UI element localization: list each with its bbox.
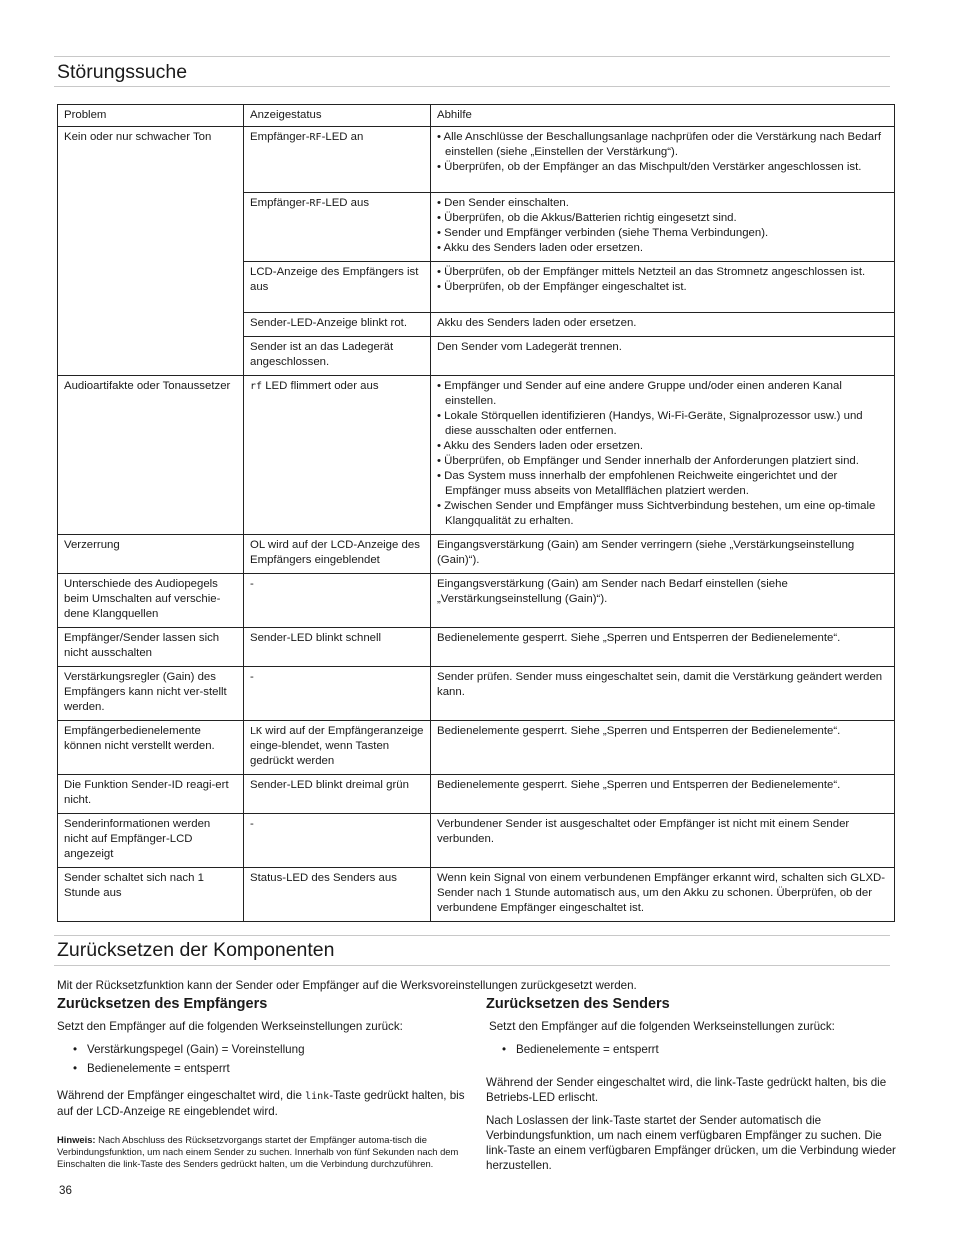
remedy-item: • Überprüfen, ob Empfänger und Sender innerhalb der Anforderungen platziert sind. <box>437 454 888 469</box>
receiver-reset-lead: Setzt den Empfänger auf die folgenden Werkseinstellungen zurück: <box>57 1020 403 1033</box>
receiver-reset-column <box>57 997 467 1170</box>
remedy-item: • Empfänger und Sender auf eine andere Gruppe und/oder einen anderen Kanal einstellen. <box>437 379 888 409</box>
receiver-reset-list <box>57 1042 467 1076</box>
problem-cell: Empfänger/Sender lassen sich nicht ausschalten <box>58 628 244 667</box>
problem-cell: Verzerrung <box>58 535 244 574</box>
status-cell: Status-LED des Senders aus <box>244 868 431 922</box>
remedy-cell: Akku des Senders laden oder ersetzen. <box>431 313 895 337</box>
problem-cell: Die Funktion Sender-ID reagi-ert nicht. <box>58 775 244 814</box>
remedy-cell: Sender prüfen. Sender muss eingeschaltet sein, damit die Verstärkung geändert werden kann. <box>431 667 895 721</box>
transmitter-reset-heading: Zurücksetzen des Senders <box>486 996 670 1012</box>
remedy-cell: Verbundener Sender ist ausgeschaltet oder Empfänger ist nicht mit einem Sender verbunden. <box>431 814 895 868</box>
section-title-reset: Zurücksetzen der Komponenten <box>57 939 335 961</box>
page-number: 36 <box>59 1184 72 1197</box>
status-cell: Empfänger-RF-LED aus <box>244 193 431 262</box>
transmitter-reset-instruction: Während der Sender eingeschaltet wird, die link-Taste gedrückt halten, bis die Betriebs-LED erlischt. <box>486 1076 887 1104</box>
status-cell: LCD-Anzeige des Empfängers ist aus <box>244 262 431 313</box>
list-item: • Verstärkungspegel (Gain) = Voreinstellung <box>88 1042 467 1057</box>
status-cell: - <box>244 814 431 868</box>
status-cell: Sender-LED-Anzeige blinkt rot. <box>244 313 431 337</box>
table-row <box>58 628 895 667</box>
status-cell: Empfänger-RF-LED an <box>244 127 431 193</box>
status-cell: rf LED flimmert oder aus <box>244 376 431 535</box>
problem-cell: Unterschiede des Audiopegels beim Umschalten auf verschie-dene Klangquellen <box>58 574 244 628</box>
list-item: • Bedienelemente = entsperrt <box>517 1042 896 1057</box>
status-cell: OL wird auf der LCD-Anzeige des Empfängers eingeblendet <box>244 535 431 574</box>
transmitter-reset-column <box>486 997 896 1181</box>
remedy-item: • Überprüfen, ob der Empfänger mittels Netzteil an das Stromnetz angeschlossen ist. <box>437 265 888 280</box>
receiver-reset-instruction: Während der Empfänger eingeschaltet wird, die link-Taste gedrückt halten, bis auf der LCD-Anzeige RE eingeblendet wird. <box>57 1089 465 1118</box>
table-row <box>58 127 895 193</box>
transmitter-reset-followup: Nach Loslassen der link-Taste startet der Sender automatisch die Verbindungsfunktion, um nach einem verfügbaren Empfänger zu suchen. Die link-Taste an einem verfügbaren Empfänger drücken, um die Verbindung wieder herzustellen. <box>486 1114 896 1172</box>
reset-intro: Mit der Rücksetzfunktion kann der Sender oder Empfänger auf die Werksvoreinstellungen zurückgesetzt werden. <box>57 979 637 992</box>
transmitter-reset-list <box>486 1042 896 1057</box>
table-row <box>58 775 895 814</box>
remedy-item: • Überprüfen, ob der Empfänger eingeschaltet ist. <box>437 280 888 295</box>
table-row <box>58 574 895 628</box>
remedy-item: • Lokale Störquellen identifizieren (Handys, Wi-Fi-Geräte, Signalprozessor usw.) und diese ausschalten oder entfernen. <box>437 409 888 439</box>
problem-cell: Sender schaltet sich nach 1 Stunde aus <box>58 868 244 922</box>
remedy-item: • Sender und Empfänger verbinden (siehe Thema Verbindungen). <box>437 226 888 241</box>
remedy-cell: Den Sender vom Ladegerät trennen. <box>431 337 895 376</box>
problem-cell: Senderinformationen werden nicht auf Empfänger-LCD angezeigt <box>58 814 244 868</box>
remedy-item: • Das System muss innerhalb der empfohlenen Reichweite eingerichtet und der Empfänger muss abseits von Metallflächen platziert werden. <box>437 469 888 499</box>
header-status: Anzeigestatus <box>244 105 431 127</box>
status-cell: - <box>244 574 431 628</box>
section2-top-rule <box>54 935 890 936</box>
table-row <box>58 814 895 868</box>
remedy-item: • Den Sender einschalten. <box>437 196 888 211</box>
remedy-item: • Alle Anschlüsse der Beschallungsanlage nachprüfen oder die Verstärkung nach Bedarf einstellen (siehe „Einstellen der Verstärkung“). <box>437 130 888 160</box>
remedy-item: • Akku des Senders laden oder ersetzen. <box>437 241 888 256</box>
remedy-item: • Zwischen Sender und Empfänger muss Sichtverbindung bestehen, um eine op-timale Klangqualität zu erhalten. <box>437 499 888 529</box>
remedy-cell <box>431 127 895 193</box>
remedy-cell: Bedienelemente gesperrt. Siehe „Sperren und Entsperren der Bedienelemente“. <box>431 628 895 667</box>
problem-cell: Audioartifakte oder Tonaussetzer <box>58 376 244 535</box>
status-cell: Sender ist an das Ladegerät angeschlossen. <box>244 337 431 376</box>
top-rule <box>54 56 890 57</box>
remedy-cell: Bedienelemente gesperrt. Siehe „Sperren und Entsperren der Bedienelemente“. <box>431 721 895 775</box>
remedy-cell <box>431 193 895 262</box>
remedy-cell <box>431 376 895 535</box>
remedy-cell <box>431 262 895 313</box>
problem-cell: Verstärkungsregler (Gain) des Empfängers kann nicht ver-stellt werden. <box>58 667 244 721</box>
table-row <box>58 721 895 775</box>
problem-cell: Empfängerbedienelemente können nicht verstellt werden. <box>58 721 244 775</box>
status-cell: - <box>244 667 431 721</box>
remedy-cell: Bedienelemente gesperrt. Siehe „Sperren und Entsperren der Bedienelemente“. <box>431 775 895 814</box>
table-row <box>58 868 895 922</box>
list-item: • Bedienelemente = entsperrt <box>88 1061 467 1076</box>
remedy-cell: Eingangsverstärkung (Gain) am Sender verringern (siehe „Verstärkungseinstellung (Gain)“). <box>431 535 895 574</box>
section-title-rule <box>54 86 890 87</box>
remedy-cell: Eingangsverstärkung (Gain) am Sender nach Bedarf einstellen (siehe „Verstärkungseinstellung (Gain)“). <box>431 574 895 628</box>
table-row <box>58 535 895 574</box>
troubleshooting-table <box>57 104 895 922</box>
receiver-reset-heading: Zurücksetzen des Empfängers <box>57 996 268 1012</box>
remedy-item: • Überprüfen, ob die Akkus/Batterien richtig eingesetzt sind. <box>437 211 888 226</box>
remedy-item: • Überprüfen, ob der Empfänger an das Mischpult/den Verstärker angeschlossen ist. <box>437 160 888 175</box>
transmitter-reset-lead: Setzt den Empfänger auf die folgenden Werkseinstellungen zurück: <box>489 1020 835 1033</box>
table-row <box>58 376 895 535</box>
status-cell: Sender-LED blinkt dreimal grün <box>244 775 431 814</box>
problem-cell: Kein oder nur schwacher Ton <box>58 127 244 376</box>
status-cell: LK wird auf der Empfängeranzeige einge-blendet, wenn Tasten gedrückt werden <box>244 721 431 775</box>
section2-title-rule <box>54 965 890 966</box>
status-cell: Sender-LED blinkt schnell <box>244 628 431 667</box>
receiver-reset-note: Hinweis: Nach Abschluss des Rücksetzvorgangs startet der Empfänger automa-tisch die Verbindungsfunktion, um nach einem Sender zu suchen. Innerhalb von fünf Sekunden nach dem Einschalten die link-Taste des Senders gedrückt halten, um die Verbindung durchzuführen. <box>57 1134 459 1169</box>
header-problem: Problem <box>58 105 244 127</box>
table-header-row <box>58 105 895 127</box>
remedy-item: • Akku des Senders laden oder ersetzen. <box>437 439 888 454</box>
table-row <box>58 667 895 721</box>
remedy-cell: Wenn kein Signal von einem verbundenen Empfänger erkannt wird, schalten sich GLXD-Sender nach 1 Stunde automatisch aus, um den Akku zu schonen. Überprüfen, ob der verbundene Empfänger eingeschaltet ist. <box>431 868 895 922</box>
header-remedy: Abhilfe <box>431 105 895 127</box>
section-title-troubleshooting: Störungssuche <box>57 61 188 83</box>
